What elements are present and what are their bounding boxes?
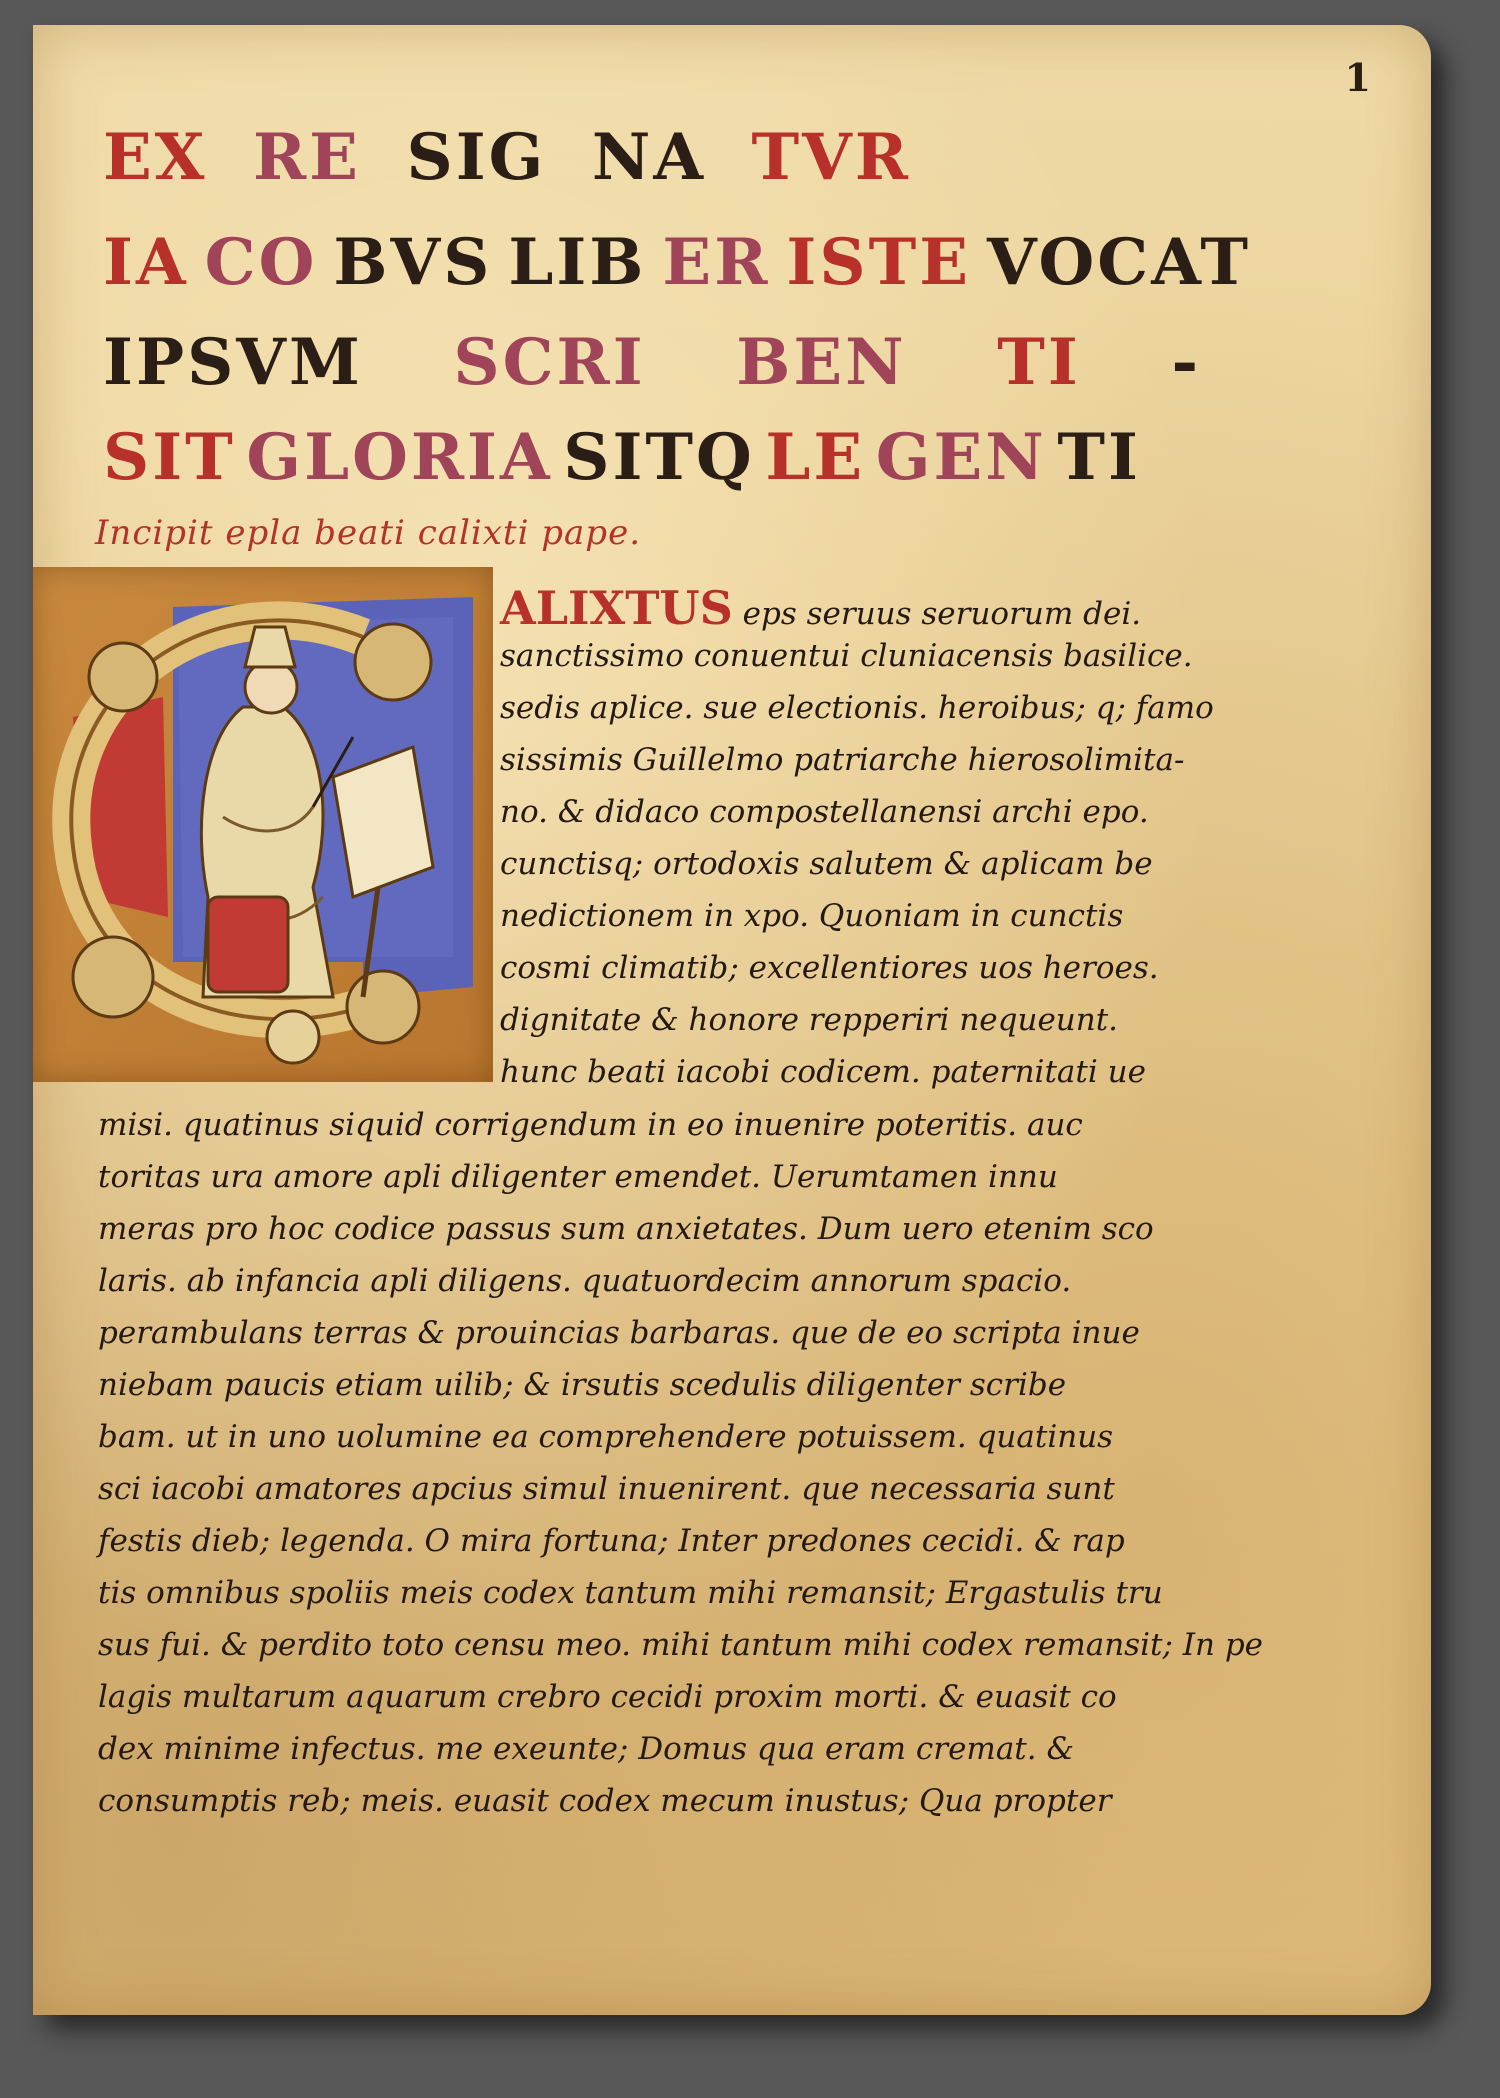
title-syllable: ISTE [786, 225, 971, 300]
text-line: dex minime infectus. me exeunte; Domus qua eram cremat. & [98, 1731, 1075, 1767]
title-syllable: IA [103, 225, 189, 300]
text-line [500, 581, 1142, 635]
text-line: sus fui. & perdito toto censu meo. mihi tantum mihi codex remansit; In pe [98, 1627, 1264, 1663]
title-syllable: LE [765, 420, 866, 495]
text-line: sedis aplice. sue electionis. heroibus; q; famo [500, 690, 1214, 726]
historiated-initial-miniature [33, 567, 493, 1082]
title-syllable: EX [103, 120, 208, 195]
text-line: niebam paucis etiam uilib; & irsutis scedulis diligenter scribe [98, 1367, 1067, 1403]
text-line: hunc beati iacobi codicem. paternitati ue [500, 1054, 1146, 1090]
text-line: sci iacobi amatores apcius simul inuenirent. que necessaria sunt [98, 1471, 1115, 1507]
title-syllable: SIG [406, 120, 547, 195]
title-syllable: GLORIA [246, 420, 553, 495]
text-line: meras pro hoc codice passus sum anxietates. Dum uero etenim sco [98, 1211, 1154, 1247]
title-line-1 [103, 120, 911, 195]
text-line: tis omnibus spoliis meis codex tantum mihi remansit; Ergastulis tru [98, 1575, 1163, 1611]
title-syllable: BEN [736, 325, 907, 400]
text-line: dignitate & honore repperiri nequeunt. [500, 1002, 1119, 1038]
text-line-rest: eps seruus seruorum dei. [742, 596, 1142, 632]
title-syllable: CO [204, 225, 318, 300]
title-syllable: VOCAT [987, 225, 1251, 300]
title-line-2 [103, 225, 1251, 300]
title-line-4 [103, 420, 1141, 495]
text-line: nedictionem in xpo. Quoniam in cunctis [500, 898, 1124, 934]
incipit-rubric: Incipit epla beati calixti pape. [95, 513, 642, 553]
opening-word: ALIXTUS [500, 581, 733, 635]
text-line: no. & didaco compostellanensi archi epo. [500, 794, 1149, 830]
title-syllable: RE [252, 120, 361, 195]
title-syllable: GEN [875, 420, 1047, 495]
text-line: misi. quatinus siquid corrigendum in eo inuenire poteritis. auc [98, 1107, 1083, 1143]
title-syllable: SITQ [563, 420, 755, 495]
title-syllable: - [1171, 325, 1201, 400]
folio-number: 1 [1344, 55, 1371, 100]
title-syllable: BVS [333, 225, 493, 300]
text-line: toritas ura amore apli diligenter emendet. Uerumtamen innu [98, 1159, 1058, 1195]
text-line: sissimis Guillelmo patriarche hierosolimita- [500, 742, 1185, 778]
text-line: consumptis reb; meis. euasit codex mecum inustus; Qua propter [98, 1783, 1112, 1819]
title-syllable: ER [662, 225, 771, 300]
title-syllable: NA [591, 120, 706, 195]
title-syllable: TI [997, 325, 1081, 400]
text-line: cunctisq; ortodoxis salutem & aplicam be [500, 846, 1153, 882]
text-line: perambulans terras & prouincias barbaras. que de eo scripta inue [98, 1315, 1140, 1351]
text-line: sanctissimo conuentui cluniacensis basilice. [500, 638, 1193, 674]
text-line: cosmi climatib; excellentiores uos heroes. [500, 950, 1159, 986]
text-line: festis dieb; legenda. O mira fortuna; Inter predones cecidi. & rap [98, 1523, 1125, 1559]
pope-scribe-illumination [33, 567, 493, 1082]
title-syllable: SIT [103, 420, 236, 495]
text-line: laris. ab infancia apli diligens. quatuordecim annorum spacio. [98, 1263, 1072, 1299]
title-syllable: IPSVM [103, 325, 363, 400]
text-line: lagis multarum aquarum crebro cecidi proxim morti. & euasit co [98, 1679, 1117, 1715]
title-syllable: LIB [508, 225, 647, 300]
title-syllable: SCRI [453, 325, 646, 400]
title-syllable: TI [1057, 420, 1141, 495]
title-syllable: TVR [751, 120, 911, 195]
manuscript-page [33, 25, 1431, 2015]
title-line-3 [103, 325, 1201, 400]
text-line: bam. ut in uno uolumine ea comprehendere potuissem. quatinus [98, 1419, 1114, 1455]
